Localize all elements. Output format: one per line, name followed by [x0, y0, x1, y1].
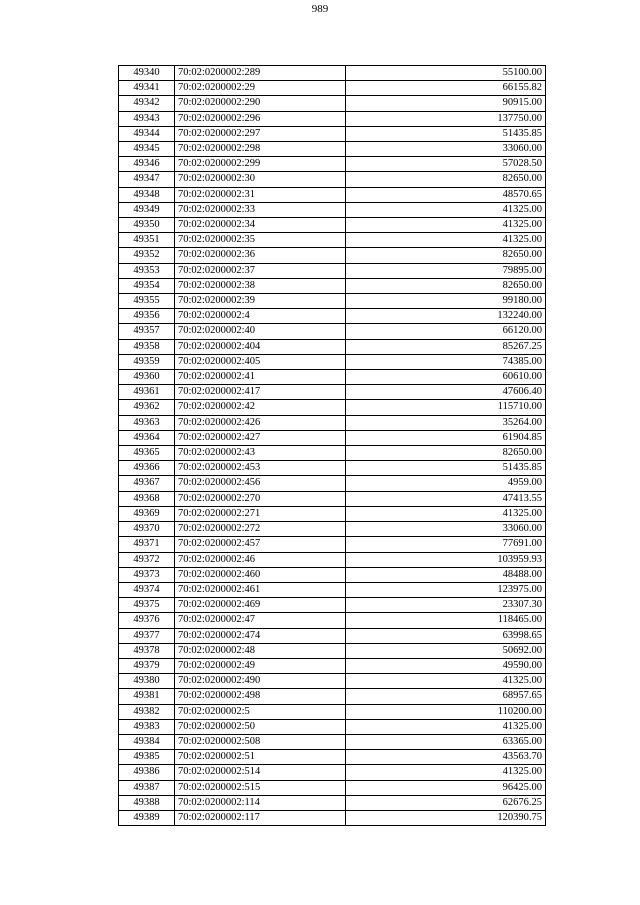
cadastral-number-cell: 70:02:0200002:31: [175, 187, 346, 202]
row-number-cell: 49381: [119, 689, 175, 704]
row-number-cell: 49359: [119, 354, 175, 369]
value-cell: 41325.00: [346, 674, 546, 689]
table-row: [119, 522, 546, 537]
table-row: [119, 658, 546, 673]
value-cell: 85267.25: [346, 339, 546, 354]
row-number-cell: 49363: [119, 415, 175, 430]
cadastral-number-cell: 70:02:0200002:46: [175, 552, 346, 567]
cadastral-number-cell: 70:02:0200002:50: [175, 719, 346, 734]
value-cell: 48570.65: [346, 187, 546, 202]
row-number-cell: 49341: [119, 81, 175, 96]
table-row: [119, 278, 546, 293]
cadastral-number-cell: 70:02:0200002:469: [175, 598, 346, 613]
table-row: [119, 689, 546, 704]
page-number: 989: [311, 3, 329, 15]
row-number-cell: 49349: [119, 202, 175, 217]
table-row: [119, 385, 546, 400]
value-cell: 63365.00: [346, 734, 546, 749]
table-row: [119, 172, 546, 187]
value-cell: 41325.00: [346, 765, 546, 780]
value-cell: 132240.00: [346, 309, 546, 324]
cadastral-number-cell: 70:02:0200002:49: [175, 658, 346, 673]
row-number-cell: 49383: [119, 719, 175, 734]
cadastral-number-cell: 70:02:0200002:289: [175, 66, 346, 81]
value-cell: 123975.00: [346, 582, 546, 597]
table-row: [119, 552, 546, 567]
value-cell: 55100.00: [346, 66, 546, 81]
table-row: [119, 476, 546, 491]
row-number-cell: 49356: [119, 309, 175, 324]
row-number-cell: 49350: [119, 218, 175, 233]
table-row: [119, 628, 546, 643]
value-cell: 4959.00: [346, 476, 546, 491]
value-cell: 96425.00: [346, 780, 546, 795]
value-cell: 50692.00: [346, 643, 546, 658]
cadastral-number-cell: 70:02:0200002:508: [175, 734, 346, 749]
cadastral-number-cell: 70:02:0200002:474: [175, 628, 346, 643]
row-number-cell: 49384: [119, 734, 175, 749]
cadastral-number-cell: 70:02:0200002:427: [175, 430, 346, 445]
cadastral-number-cell: 70:02:0200002:404: [175, 339, 346, 354]
row-number-cell: 49344: [119, 126, 175, 141]
row-number-cell: 49351: [119, 233, 175, 248]
value-cell: 66155.82: [346, 81, 546, 96]
value-cell: 82650.00: [346, 248, 546, 263]
cadastral-number-cell: 70:02:0200002:296: [175, 111, 346, 126]
table-row: [119, 294, 546, 309]
cadastral-number-cell: 70:02:0200002:114: [175, 795, 346, 810]
row-number-cell: 49370: [119, 522, 175, 537]
value-cell: 49590.00: [346, 658, 546, 673]
value-cell: 47413.55: [346, 491, 546, 506]
cadastral-number-cell: 70:02:0200002:39: [175, 294, 346, 309]
table-row: [119, 339, 546, 354]
table-row: [119, 66, 546, 81]
row-number-cell: 49377: [119, 628, 175, 643]
row-number-cell: 49373: [119, 567, 175, 582]
row-number-cell: 49385: [119, 750, 175, 765]
cadastral-number-cell: 70:02:0200002:30: [175, 172, 346, 187]
value-cell: 23307.30: [346, 598, 546, 613]
table-row: [119, 446, 546, 461]
value-cell: 35264.00: [346, 415, 546, 430]
value-cell: 82650.00: [346, 278, 546, 293]
cadastral-number-cell: 70:02:0200002:426: [175, 415, 346, 430]
row-number-cell: 49386: [119, 765, 175, 780]
row-number-cell: 49374: [119, 582, 175, 597]
value-cell: 103959.93: [346, 552, 546, 567]
row-number-cell: 49378: [119, 643, 175, 658]
table-row: [119, 643, 546, 658]
table-row: [119, 324, 546, 339]
row-number-cell: 49357: [119, 324, 175, 339]
table-row: [119, 795, 546, 810]
row-number-cell: 49360: [119, 370, 175, 385]
value-cell: 48488.00: [346, 567, 546, 582]
table-row: [119, 567, 546, 582]
table-row: [119, 750, 546, 765]
value-cell: 57028.50: [346, 157, 546, 172]
table-row: [119, 187, 546, 202]
table-row: [119, 415, 546, 430]
row-number-cell: 49389: [119, 810, 175, 825]
table-row: [119, 111, 546, 126]
cadastral-number-cell: 70:02:0200002:117: [175, 810, 346, 825]
value-cell: 41325.00: [346, 719, 546, 734]
cadastral-number-cell: 70:02:0200002:47: [175, 613, 346, 628]
table-row: [119, 780, 546, 795]
value-cell: 77691.00: [346, 537, 546, 552]
cadastral-number-cell: 70:02:0200002:29: [175, 81, 346, 96]
table-row: [119, 765, 546, 780]
value-cell: 99180.00: [346, 294, 546, 309]
table-row: [119, 96, 546, 111]
value-cell: 110200.00: [346, 704, 546, 719]
row-number-cell: 49364: [119, 430, 175, 445]
row-number-cell: 49345: [119, 142, 175, 157]
value-cell: 68957.65: [346, 689, 546, 704]
value-cell: 74385.00: [346, 354, 546, 369]
table-row: [119, 370, 546, 385]
cadastral-number-cell: 70:02:0200002:4: [175, 309, 346, 324]
value-cell: 41325.00: [346, 218, 546, 233]
table-row: [119, 674, 546, 689]
value-cell: 137750.00: [346, 111, 546, 126]
value-cell: 79895.00: [346, 263, 546, 278]
cadastral-number-cell: 70:02:0200002:35: [175, 233, 346, 248]
value-cell: 90915.00: [346, 96, 546, 111]
cadastral-number-cell: 70:02:0200002:299: [175, 157, 346, 172]
row-number-cell: 49382: [119, 704, 175, 719]
value-cell: 41325.00: [346, 202, 546, 217]
value-cell: 51435.85: [346, 461, 546, 476]
cadastral-number-cell: 70:02:0200002:456: [175, 476, 346, 491]
cadastral-number-cell: 70:02:0200002:461: [175, 582, 346, 597]
table-row: [119, 719, 546, 734]
value-cell: 51435.85: [346, 126, 546, 141]
row-number-cell: 49362: [119, 400, 175, 415]
value-cell: 63998.65: [346, 628, 546, 643]
table-row: [119, 506, 546, 521]
row-number-cell: 49365: [119, 446, 175, 461]
cadastral-number-cell: 70:02:0200002:42: [175, 400, 346, 415]
cadastral-number-cell: 70:02:0200002:290: [175, 96, 346, 111]
row-number-cell: 49379: [119, 658, 175, 673]
value-cell: 118465.00: [346, 613, 546, 628]
cadastral-number-cell: 70:02:0200002:271: [175, 506, 346, 521]
cadastral-number-cell: 70:02:0200002:38: [175, 278, 346, 293]
table-row: [119, 734, 546, 749]
cadastral-number-cell: 70:02:0200002:298: [175, 142, 346, 157]
value-cell: 82650.00: [346, 172, 546, 187]
value-cell: 33060.00: [346, 142, 546, 157]
table-row: [119, 582, 546, 597]
table-row: [119, 157, 546, 172]
cadastral-number-cell: 70:02:0200002:270: [175, 491, 346, 506]
value-cell: 41325.00: [346, 233, 546, 248]
table-row: [119, 400, 546, 415]
row-number-cell: 49380: [119, 674, 175, 689]
cadastral-number-cell: 70:02:0200002:490: [175, 674, 346, 689]
row-number-cell: 49388: [119, 795, 175, 810]
registry-table-body: [119, 66, 546, 826]
row-number-cell: 49354: [119, 278, 175, 293]
cadastral-number-cell: 70:02:0200002:34: [175, 218, 346, 233]
table-row: [119, 461, 546, 476]
row-number-cell: 49375: [119, 598, 175, 613]
row-number-cell: 49376: [119, 613, 175, 628]
row-number-cell: 49366: [119, 461, 175, 476]
cadastral-number-cell: 70:02:0200002:48: [175, 643, 346, 658]
row-number-cell: 49371: [119, 537, 175, 552]
cadastral-number-cell: 70:02:0200002:37: [175, 263, 346, 278]
value-cell: 120390.75: [346, 810, 546, 825]
value-cell: 66120.00: [346, 324, 546, 339]
value-cell: 62676.25: [346, 795, 546, 810]
row-number-cell: 49353: [119, 263, 175, 278]
row-number-cell: 49352: [119, 248, 175, 263]
cadastral-number-cell: 70:02:0200002:51: [175, 750, 346, 765]
table-row: [119, 491, 546, 506]
row-number-cell: 49348: [119, 187, 175, 202]
row-number-cell: 49346: [119, 157, 175, 172]
row-number-cell: 49372: [119, 552, 175, 567]
row-number-cell: 49340: [119, 66, 175, 81]
value-cell: 41325.00: [346, 506, 546, 521]
cadastral-number-cell: 70:02:0200002:297: [175, 126, 346, 141]
value-cell: 115710.00: [346, 400, 546, 415]
table-row: [119, 81, 546, 96]
table-row: [119, 613, 546, 628]
table-row: [119, 810, 546, 825]
cadastral-number-cell: 70:02:0200002:515: [175, 780, 346, 795]
row-number-cell: 49361: [119, 385, 175, 400]
table-row: [119, 202, 546, 217]
cadastral-number-cell: 70:02:0200002:41: [175, 370, 346, 385]
value-cell: 82650.00: [346, 446, 546, 461]
row-number-cell: 49368: [119, 491, 175, 506]
table-row: [119, 354, 546, 369]
row-number-cell: 49367: [119, 476, 175, 491]
table-row: [119, 248, 546, 263]
table-row: [119, 263, 546, 278]
row-number-cell: 49355: [119, 294, 175, 309]
row-number-cell: 49342: [119, 96, 175, 111]
cadastral-number-cell: 70:02:0200002:417: [175, 385, 346, 400]
cadastral-number-cell: 70:02:0200002:40: [175, 324, 346, 339]
cadastral-number-cell: 70:02:0200002:405: [175, 354, 346, 369]
table-row: [119, 218, 546, 233]
cadastral-number-cell: 70:02:0200002:498: [175, 689, 346, 704]
cadastral-number-cell: 70:02:0200002:5: [175, 704, 346, 719]
value-cell: 33060.00: [346, 522, 546, 537]
value-cell: 43563.70: [346, 750, 546, 765]
cadastral-number-cell: 70:02:0200002:460: [175, 567, 346, 582]
cadastral-number-cell: 70:02:0200002:453: [175, 461, 346, 476]
row-number-cell: 49387: [119, 780, 175, 795]
row-number-cell: 49369: [119, 506, 175, 521]
table-row: [119, 142, 546, 157]
table-row: [119, 537, 546, 552]
row-number-cell: 49358: [119, 339, 175, 354]
value-cell: 61904.85: [346, 430, 546, 445]
registry-table: [118, 65, 546, 826]
value-cell: 60610.00: [346, 370, 546, 385]
cadastral-number-cell: 70:02:0200002:36: [175, 248, 346, 263]
value-cell: 47606.40: [346, 385, 546, 400]
row-number-cell: 49347: [119, 172, 175, 187]
table-row: [119, 233, 546, 248]
table-row: [119, 598, 546, 613]
cadastral-number-cell: 70:02:0200002:43: [175, 446, 346, 461]
row-number-cell: 49343: [119, 111, 175, 126]
cadastral-number-cell: 70:02:0200002:33: [175, 202, 346, 217]
table-row: [119, 704, 546, 719]
cadastral-number-cell: 70:02:0200002:457: [175, 537, 346, 552]
table-row: [119, 430, 546, 445]
cadastral-number-cell: 70:02:0200002:514: [175, 765, 346, 780]
table-row: [119, 126, 546, 141]
cadastral-number-cell: 70:02:0200002:272: [175, 522, 346, 537]
table-row: [119, 309, 546, 324]
